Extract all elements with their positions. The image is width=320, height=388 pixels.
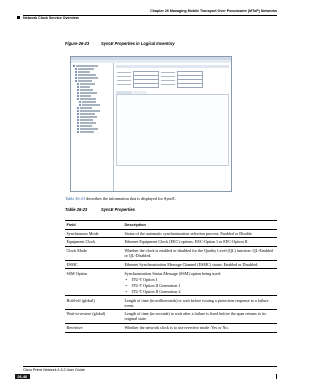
ssm-option-list — [125, 277, 276, 294]
field-cell: SSM Option — [65, 269, 123, 296]
table-row — [65, 260, 277, 269]
header-marker — [17, 16, 20, 19]
table-caption — [65, 207, 135, 212]
screenshot-inventory-tree — [71, 63, 114, 191]
table-header-row — [65, 221, 277, 230]
description-cell: Status of the automatic synchronization selection process: Enabled or Disable. — [123, 229, 277, 238]
figure-label: Figure 26-23 — [65, 41, 90, 46]
footer-rule — [23, 366, 277, 367]
list-item-text: ITU-T Option II Generation 1 — [131, 282, 181, 288]
table-label: Table 26-23 — [65, 207, 88, 212]
synce-properties-table — [65, 220, 277, 333]
description-cell: Whether the clock is enabled or disabled for the Quality Level (QL) function: QL-Enabled or QL-Disabled. — [123, 246, 277, 260]
list-item-text: ITU-T Option I — [131, 276, 157, 282]
screenshot-properties-pane — [114, 63, 231, 191]
list-item: • ITU-T Option II Generation 2 — [125, 288, 181, 294]
field-cell: Hold-off (global) — [65, 296, 123, 310]
book-title: Cisco Prime Network 4.3.2 User Guide — [23, 368, 85, 372]
page-number: 26-46 — [15, 374, 30, 379]
column-header-field: Field — [65, 221, 123, 230]
field-cell: Clock Mode — [65, 246, 123, 260]
description-cell: Whether the network clock is to use revertive mode: Yes or No. — [123, 323, 277, 332]
intro-paragraph — [65, 196, 176, 201]
footer-marker — [276, 374, 277, 379]
field-cell: Equipment Clock — [65, 238, 123, 247]
figure-caption — [65, 41, 175, 46]
section-header: Network Clock Service Overview — [23, 16, 79, 20]
table-row — [65, 323, 277, 332]
column-header-description: Description — [123, 221, 277, 230]
table-row — [65, 310, 277, 324]
description-cell — [123, 269, 277, 296]
table-row — [65, 269, 277, 296]
table-row — [65, 229, 277, 238]
list-item: • ITU-T Option I — [125, 276, 157, 282]
table-reference-link[interactable]: Table 26-23 — [65, 196, 86, 201]
intro-text: describes the information that is displayed for SyncE. — [85, 196, 176, 201]
field-cell: Wait-to-restore (global) — [65, 310, 123, 324]
field-cell: ESMC — [65, 260, 123, 269]
field-cell: Revertive — [65, 323, 123, 332]
description-text: Synchronization Status Message (SSM) option being used: — [124, 270, 221, 276]
description-cell: Length of time (in milliseconds) to wait before issuing a protection response to a failure event. — [123, 296, 277, 310]
description-cell: Ethernet Equipment Clock (EEC) options: EEC-Option I or EEC-Option II. — [123, 238, 277, 247]
table-row — [65, 238, 277, 247]
chapter-header: Chapter 26 Managing Mobile Transport Over Pseudowire (MToP) Networks — [150, 9, 277, 13]
figure-title: SyncE Properties in Logical Inventory — [101, 41, 175, 46]
list-item: • ITU-T Option II Generation 1 — [125, 282, 181, 288]
description-cell: Length of time (in seconds) to wait after a failure is fixed before the span returns to its original state. — [123, 310, 277, 324]
field-cell: Synchronous Mode — [65, 229, 123, 238]
table-row — [65, 246, 277, 260]
table-row — [65, 296, 277, 310]
table-title: SyncE Properties — [101, 207, 135, 212]
list-item-text: ITU-T Option II Generation 2 — [131, 288, 181, 294]
description-cell: Ethernet Synchronization Message Channel (ESMC) status: Enabled or Disabled. — [123, 260, 277, 269]
synce-properties-screenshot — [70, 56, 232, 192]
